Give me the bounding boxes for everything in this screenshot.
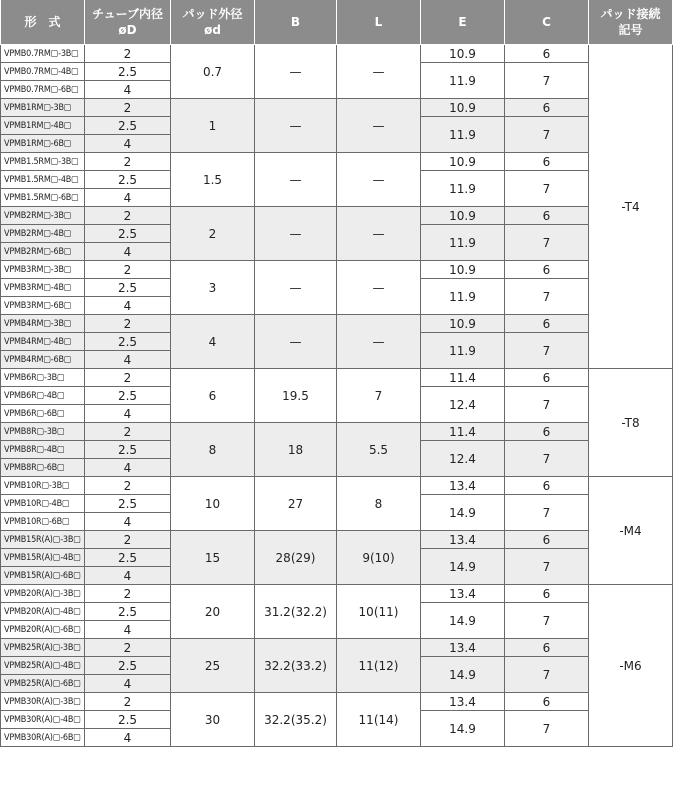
- model-cell: VPMB6R▢-6B▢: [1, 405, 85, 423]
- tube-diameter-cell: 2.5: [85, 495, 171, 513]
- model-cell: VPMB1.5RM▢-4B▢: [1, 171, 85, 189]
- c-cell: 7: [505, 495, 589, 531]
- e-cell: 14.9: [421, 549, 505, 585]
- pad-diameter-cell: 30: [171, 693, 255, 747]
- tube-diameter-cell: 4: [85, 621, 171, 639]
- tube-diameter-cell: 4: [85, 405, 171, 423]
- tube-diameter-cell: 2: [85, 585, 171, 603]
- model-cell: VPMB0.7RM▢-4B▢: [1, 63, 85, 81]
- model-cell: VPMB20R(A)▢-4B▢: [1, 603, 85, 621]
- b-cell: 28(29): [255, 531, 337, 585]
- tube-diameter-cell: 2.5: [85, 441, 171, 459]
- model-cell: VPMB20R(A)▢-6B▢: [1, 621, 85, 639]
- e-cell: 14.9: [421, 603, 505, 639]
- c-cell: 7: [505, 279, 589, 315]
- tube-diameter-cell: 2: [85, 639, 171, 657]
- e-header: E: [421, 0, 505, 45]
- pad-diameter-cell: 8: [171, 423, 255, 477]
- c-cell: 7: [505, 117, 589, 153]
- l-cell: 11(14): [337, 693, 421, 747]
- tube-diameter-cell: 2: [85, 477, 171, 495]
- model-cell: VPMB6R▢-4B▢: [1, 387, 85, 405]
- pad-diameter-cell: 3: [171, 261, 255, 315]
- model-cell: VPMB1.5RM▢-3B▢: [1, 153, 85, 171]
- b-cell: 31.2(32.2): [255, 585, 337, 639]
- tube-diameter-cell: 2: [85, 45, 171, 63]
- tube-diameter-header-line1: チューブ内径: [91, 7, 164, 21]
- model-cell: VPMB4RM▢-6B▢: [1, 351, 85, 369]
- pad-diameter-cell: 20: [171, 585, 255, 639]
- tube-diameter-cell: 2.5: [85, 711, 171, 729]
- table-body: [1, 45, 673, 747]
- header-row: [1, 0, 673, 45]
- c-cell: 7: [505, 387, 589, 423]
- b-cell: —: [255, 153, 337, 207]
- l-header: L: [337, 0, 421, 45]
- l-cell: 8: [337, 477, 421, 531]
- tube-diameter-cell: 2: [85, 99, 171, 117]
- pad-diameter-header-line1: パッド外径: [182, 7, 243, 21]
- model-cell: VPMB8R▢-6B▢: [1, 459, 85, 477]
- e-cell: 14.9: [421, 711, 505, 747]
- c-cell: 6: [505, 261, 589, 279]
- model-cell: VPMB15R(A)▢-4B▢: [1, 549, 85, 567]
- e-cell: 10.9: [421, 45, 505, 63]
- tube-diameter-cell: 2: [85, 153, 171, 171]
- tube-diameter-cell: 2.5: [85, 333, 171, 351]
- tube-diameter-header: [85, 0, 171, 45]
- b-cell: —: [255, 99, 337, 153]
- e-cell: 11.9: [421, 279, 505, 315]
- c-header: C: [505, 0, 589, 45]
- table-row: [1, 639, 673, 657]
- connection-header-line1: パッド接続: [600, 7, 661, 21]
- model-cell: VPMB25R(A)▢-4B▢: [1, 657, 85, 675]
- pad-diameter-header: [171, 0, 255, 45]
- c-cell: 6: [505, 531, 589, 549]
- c-cell: 6: [505, 423, 589, 441]
- tube-diameter-cell: 2: [85, 369, 171, 387]
- l-cell: 9(10): [337, 531, 421, 585]
- c-cell: 6: [505, 369, 589, 387]
- model-cell: VPMB2RM▢-4B▢: [1, 225, 85, 243]
- b-cell: —: [255, 207, 337, 261]
- e-cell: 13.4: [421, 585, 505, 603]
- pad-diameter-cell: 4: [171, 315, 255, 369]
- tube-diameter-cell: 4: [85, 81, 171, 99]
- e-cell: 11.4: [421, 423, 505, 441]
- e-cell: 11.4: [421, 369, 505, 387]
- pad-diameter-cell: 6: [171, 369, 255, 423]
- tube-diameter-cell: 2: [85, 423, 171, 441]
- c-cell: 7: [505, 549, 589, 585]
- c-cell: 6: [505, 45, 589, 63]
- b-cell: 32.2(33.2): [255, 639, 337, 693]
- l-cell: —: [337, 315, 421, 369]
- table-row: [1, 423, 673, 441]
- model-cell: VPMB25R(A)▢-3B▢: [1, 639, 85, 657]
- e-cell: 14.9: [421, 495, 505, 531]
- c-cell: 7: [505, 171, 589, 207]
- tube-diameter-cell: 2.5: [85, 603, 171, 621]
- tube-diameter-cell: 4: [85, 567, 171, 585]
- l-cell: 11(12): [337, 639, 421, 693]
- pad-diameter-cell: 2: [171, 207, 255, 261]
- model-cell: VPMB2RM▢-6B▢: [1, 243, 85, 261]
- e-cell: 11.9: [421, 171, 505, 207]
- table-row: [1, 153, 673, 171]
- model-cell: VPMB25R(A)▢-6B▢: [1, 675, 85, 693]
- model-cell: VPMB10R▢-4B▢: [1, 495, 85, 513]
- model-cell: VPMB6R▢-3B▢: [1, 369, 85, 387]
- b-cell: 27: [255, 477, 337, 531]
- l-cell: —: [337, 261, 421, 315]
- e-cell: 11.9: [421, 117, 505, 153]
- table-row: [1, 531, 673, 549]
- model-cell: VPMB10R▢-6B▢: [1, 513, 85, 531]
- table-row: [1, 585, 673, 603]
- b-header: B: [255, 0, 337, 45]
- table-row: [1, 261, 673, 279]
- pad-diameter-cell: 1: [171, 99, 255, 153]
- l-cell: 5.5: [337, 423, 421, 477]
- pad-diameter-cell: 10: [171, 477, 255, 531]
- l-cell: —: [337, 153, 421, 207]
- tube-diameter-cell: 2.5: [85, 63, 171, 81]
- tube-diameter-cell: 2.5: [85, 117, 171, 135]
- b-cell: —: [255, 315, 337, 369]
- tube-diameter-cell: 2: [85, 261, 171, 279]
- connection-symbol-cell: -T4: [589, 45, 673, 369]
- c-cell: 7: [505, 63, 589, 99]
- c-cell: 7: [505, 333, 589, 369]
- tube-diameter-cell: 2: [85, 693, 171, 711]
- tube-diameter-cell: 4: [85, 189, 171, 207]
- tube-diameter-cell: 2: [85, 531, 171, 549]
- connection-symbol-cell: -M6: [589, 585, 673, 747]
- e-cell: 14.9: [421, 657, 505, 693]
- model-cell: VPMB0.7RM▢-6B▢: [1, 81, 85, 99]
- b-cell: 18: [255, 423, 337, 477]
- model-cell: VPMB1RM▢-4B▢: [1, 117, 85, 135]
- model-cell: VPMB30R(A)▢-3B▢: [1, 693, 85, 711]
- e-cell: 10.9: [421, 261, 505, 279]
- table-row: [1, 207, 673, 225]
- l-cell: —: [337, 45, 421, 99]
- c-cell: 6: [505, 585, 589, 603]
- tube-diameter-cell: 2: [85, 315, 171, 333]
- table-row: [1, 369, 673, 387]
- b-cell: 19.5: [255, 369, 337, 423]
- b-cell: —: [255, 261, 337, 315]
- e-cell: 10.9: [421, 99, 505, 117]
- model-cell: VPMB15R(A)▢-3B▢: [1, 531, 85, 549]
- model-cell: VPMB30R(A)▢-4B▢: [1, 711, 85, 729]
- connection-symbol-cell: -T8: [589, 369, 673, 477]
- l-cell: —: [337, 207, 421, 261]
- tube-diameter-cell: 4: [85, 513, 171, 531]
- model-cell: VPMB3RM▢-3B▢: [1, 261, 85, 279]
- model-cell: VPMB3RM▢-6B▢: [1, 297, 85, 315]
- tube-diameter-cell: 4: [85, 351, 171, 369]
- model-cell: VPMB30R(A)▢-6B▢: [1, 729, 85, 747]
- tube-diameter-cell: 2.5: [85, 387, 171, 405]
- tube-diameter-cell: 2.5: [85, 171, 171, 189]
- e-cell: 13.4: [421, 639, 505, 657]
- e-cell: 11.9: [421, 225, 505, 261]
- e-cell: 10.9: [421, 315, 505, 333]
- c-cell: 6: [505, 477, 589, 495]
- pad-diameter-cell: 25: [171, 639, 255, 693]
- model-cell: VPMB0.7RM▢-3B▢: [1, 45, 85, 63]
- c-cell: 6: [505, 315, 589, 333]
- connection-header-line2: 記号: [618, 23, 643, 37]
- c-cell: 6: [505, 639, 589, 657]
- b-cell: 32.2(35.2): [255, 693, 337, 747]
- tube-diameter-cell: 2.5: [85, 549, 171, 567]
- b-cell: —: [255, 45, 337, 99]
- e-cell: 12.4: [421, 441, 505, 477]
- c-cell: 7: [505, 603, 589, 639]
- l-cell: 10(11): [337, 585, 421, 639]
- e-cell: 12.4: [421, 387, 505, 423]
- tube-diameter-cell: 2.5: [85, 225, 171, 243]
- model-cell: VPMB3RM▢-4B▢: [1, 279, 85, 297]
- pad-diameter-cell: 15: [171, 531, 255, 585]
- connection-symbol-cell: -M4: [589, 477, 673, 585]
- table-row: [1, 45, 673, 63]
- tube-diameter-cell: 4: [85, 297, 171, 315]
- e-cell: 11.9: [421, 63, 505, 99]
- e-cell: 10.9: [421, 153, 505, 171]
- tube-diameter-cell: 2.5: [85, 657, 171, 675]
- model-cell: VPMB1RM▢-6B▢: [1, 135, 85, 153]
- l-cell: 7: [337, 369, 421, 423]
- table-row: [1, 99, 673, 117]
- table-row: [1, 315, 673, 333]
- tube-diameter-cell: 2: [85, 207, 171, 225]
- c-cell: 7: [505, 225, 589, 261]
- c-cell: 6: [505, 99, 589, 117]
- model-cell: VPMB8R▢-4B▢: [1, 441, 85, 459]
- tube-diameter-cell: 4: [85, 729, 171, 747]
- e-cell: 13.4: [421, 693, 505, 711]
- model-cell: VPMB4RM▢-4B▢: [1, 333, 85, 351]
- e-cell: 13.4: [421, 477, 505, 495]
- c-cell: 7: [505, 711, 589, 747]
- model-cell: VPMB10R▢-3B▢: [1, 477, 85, 495]
- c-cell: 7: [505, 657, 589, 693]
- l-cell: —: [337, 99, 421, 153]
- model-cell: VPMB1.5RM▢-6B▢: [1, 189, 85, 207]
- e-cell: 10.9: [421, 207, 505, 225]
- tube-diameter-cell: 2.5: [85, 279, 171, 297]
- c-cell: 6: [505, 207, 589, 225]
- model-cell: VPMB8R▢-3B▢: [1, 423, 85, 441]
- model-cell: VPMB15R(A)▢-6B▢: [1, 567, 85, 585]
- tube-diameter-cell: 4: [85, 135, 171, 153]
- model-cell: VPMB1RM▢-3B▢: [1, 99, 85, 117]
- c-cell: 6: [505, 693, 589, 711]
- pad-diameter-cell: 1.5: [171, 153, 255, 207]
- tube-diameter-cell: 4: [85, 675, 171, 693]
- table-row: [1, 477, 673, 495]
- tube-diameter-header-line2: øD: [118, 23, 137, 37]
- e-cell: 13.4: [421, 531, 505, 549]
- connection-header: [589, 0, 673, 45]
- tube-diameter-cell: 4: [85, 243, 171, 261]
- tube-diameter-cell: 4: [85, 459, 171, 477]
- pad-diameter-header-line2: ød: [204, 23, 221, 37]
- e-cell: 11.9: [421, 333, 505, 369]
- model-cell: VPMB20R(A)▢-3B▢: [1, 585, 85, 603]
- model-cell: VPMB4RM▢-3B▢: [1, 315, 85, 333]
- c-cell: 7: [505, 441, 589, 477]
- c-cell: 6: [505, 153, 589, 171]
- model-header: 形 式: [1, 0, 85, 45]
- pad-diameter-cell: 0.7: [171, 45, 255, 99]
- model-cell: VPMB2RM▢-3B▢: [1, 207, 85, 225]
- table-row: [1, 693, 673, 711]
